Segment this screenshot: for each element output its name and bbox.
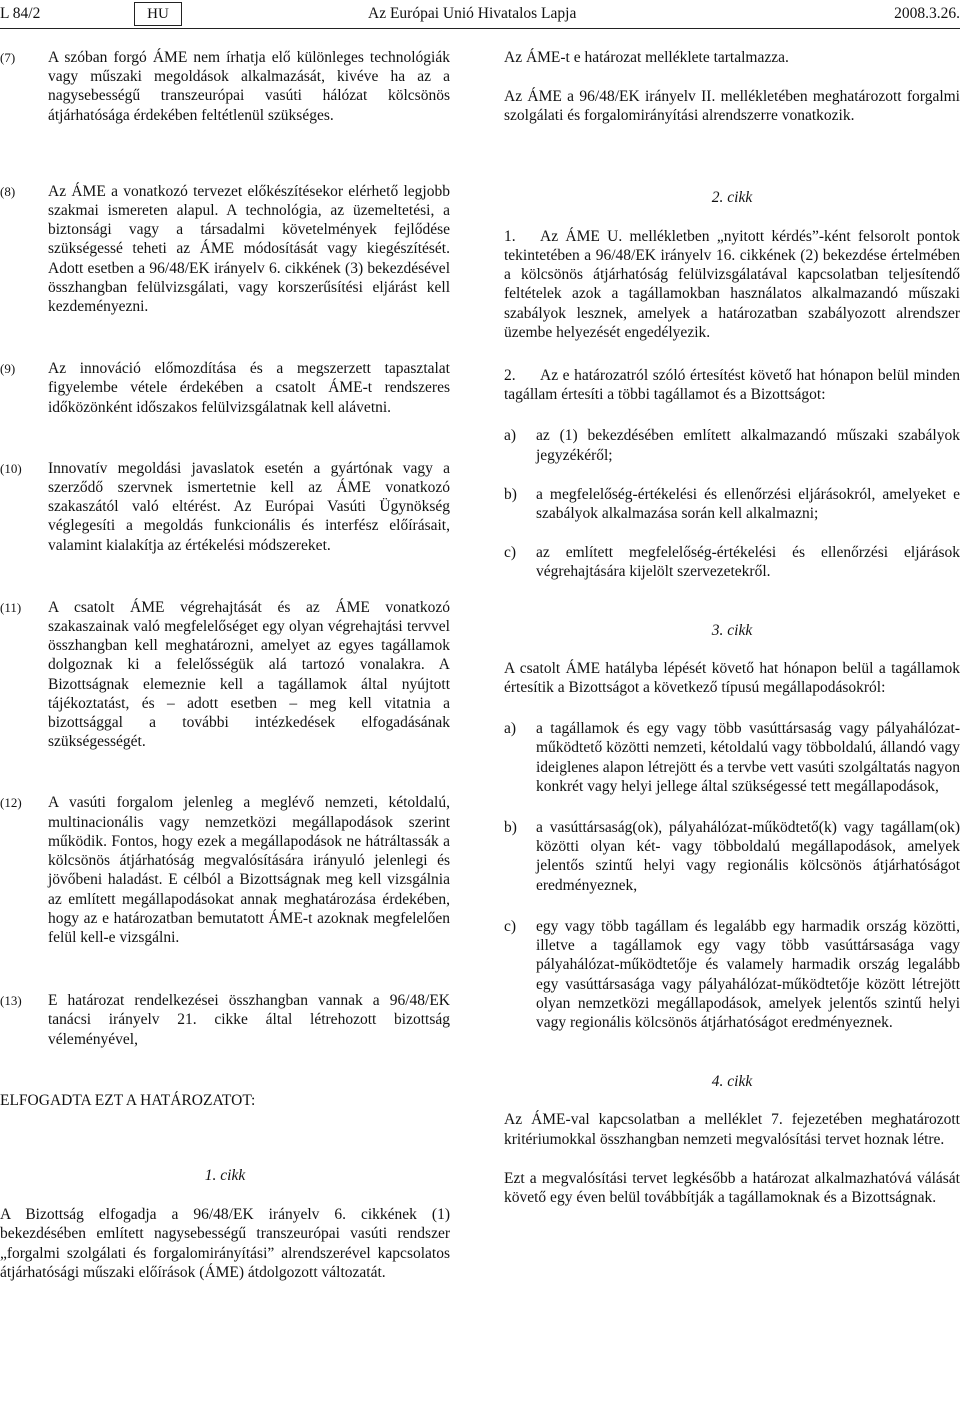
article-1-text: A Bizottság elfogadja a 96/48/EK irányelv 6. cikkének (1) bekezdésében említett nagysebességű transzeurópai vasúti rendszer „forgalmi szolgálati és forgalomirányítási” alrendszerével kapcsolatos átjárhatósági műszaki előírások (ÁME) átdolgozott változatát. xyxy=(0,1206,450,1281)
right-column xyxy=(504,48,960,1207)
item-label: a) xyxy=(504,427,517,445)
article-3-text: A csatolt ÁME hatályba lépését követő hat hónapon belül a tagállamok értesítik a Bizottságot a következő típusú megállapodásokról: xyxy=(504,659,960,697)
article-2-item-c xyxy=(504,543,960,581)
paragraph-text: Az ÁME U. mellékletben „nyitott kérdés”-ként felsorolt pontok tekintetében a 96/48/EK irányelv 16. cikkének (2) bekezdése értelmében a kölcsönös átjárhatóság felülvizsgálatával kapcsolatban teljesítendő feltételek azok a tagállamokban használatos alkalmazandó műszaki szabályok lesznek, amelyek a határozatban szabályozott alrendszer üzembe helyezését engedélyezik. xyxy=(504,227,960,341)
adoption-statement: ELFOGADTA EZT A HATÁROZATOT: xyxy=(0,1091,256,1109)
recital-11 xyxy=(0,598,450,752)
item-text: a tagállamok és egy vagy több vasúttársaság vagy pályahálózat-működtető közötti nemzeti, kétoldalú vagy többoldalú, állandó vagy ideiglenes alapon létrejött és a tervbe vett vasúti szolgáltatás nagyon konkrét vagy helyi jellege által szükségessé tett megállapodások, xyxy=(536,720,960,795)
article-3-item-b xyxy=(504,818,960,895)
recital-number: (10) xyxy=(0,460,22,476)
recital-12 xyxy=(0,793,450,947)
recital-text: Az ÁME a vonatkozó tervezet előkészítésekor elérhető legjobb szakmai ismereten alapul. A technológia, az üzemeltetési, a biztonsági vagy a társadalmi követelmények fejlődése szükségessé teheti az ÁME módosítását vagy kiegészítését. Adott esetben a 96/48/EK irányelv 6. cikkének (3) bekezdésével összhangban felülvizsgálati, vagy korszerűsítési eljárást kell kezdeményezni. xyxy=(48,182,450,316)
article-4-title: 4. cikk xyxy=(711,1073,753,1091)
recital-7 xyxy=(0,48,450,125)
recital-number: (9) xyxy=(0,361,16,377)
article-2-item-b xyxy=(504,485,960,523)
scope-note: Az ÁME a 96/48/EK irányelv II. mellékletében meghatározott forgalmi szolgálati és forgalomirányítási alrendszerre vonatkozik. xyxy=(504,88,960,125)
paragraph-number: 2. xyxy=(504,367,516,385)
article-3-item-c xyxy=(504,917,960,1032)
recital-number: (12) xyxy=(0,795,22,811)
recital-number: (8) xyxy=(0,183,16,199)
recital-text: Innovatív megoldási javaslatok esetén a gyártónak vagy a szerződő szervnek ismertetnie kell az ÁME vonatkozó szakaszától való eltérést. Az Európai Vasúti Ügynökség véglegesíti a megoldás funkcionális és interfész előírásait, valamint kialakítja az értékelési módszereket. xyxy=(48,459,450,554)
page-number: L 84/2 xyxy=(0,5,41,22)
paragraph-number: 1. xyxy=(504,227,516,245)
recital-number: (13) xyxy=(0,993,22,1009)
journal-title: Az Európai Unió Hivatalos Lapja xyxy=(368,5,577,22)
recital-text: A csatolt ÁME végrehajtását és az ÁME vonatkozó szakaszainak való megfelelőséget egy olyan végrehajtási tervvel összhangban kell meghatározni, amelyet az egyes tagállamok dolgoznak ki a felelősségük alá tartozó vonalakra. A Bizottságnak elemeznie kell a tagállamok által nyújtott tájékoztatást, és – adott esetben – meg kell vitatnia a bizottsággal a további intézkedések elfogadásának szükségességét. xyxy=(48,598,450,751)
article-3-title: 3. cikk xyxy=(711,621,753,639)
recital-text: E határozat rendelkezései összhangban vannak a 96/48/EK tanácsi irányelv 21. cikke által létrehozott bizottság véleményével, xyxy=(48,992,450,1048)
paragraph-text: Az e határozatról szóló értesítést követő hat hónapon belül minden tagállam értesíti a többi tagállamot és a Bizottságot: xyxy=(504,367,960,404)
issue-date: 2008.3.26. xyxy=(894,5,960,22)
item-text: a megfelelőség-értékelési és ellenőrzési eljárásokról, amelyeket e szabályok alkalmazása során kell alkalmazni; xyxy=(536,485,960,523)
recital-8 xyxy=(0,182,450,316)
article-4-paragraph-1: Az ÁME-val kapcsolatban a melléklet 7. fejezetében meghatározott kritériumokkal összhangban nemzeti megvalósítási tervet hoznak létre. xyxy=(504,1111,960,1148)
item-label: c) xyxy=(504,544,517,562)
item-text: a vasúttársaság(ok), pályahálózat-működtető(k) vagy tagállam(ok) közötti olyan két- vagy többoldalú megállapodások, amelyek jelentős szintű helyi vagy regionális kölcsönös átjárhatóságot eredményeznek, xyxy=(536,819,960,894)
item-label: b) xyxy=(504,819,517,837)
article-2-title: 2. cikk xyxy=(711,188,753,206)
page-header xyxy=(0,0,960,28)
item-label: a) xyxy=(504,720,517,738)
recital-number: (11) xyxy=(0,599,22,615)
article-2-item-a xyxy=(504,426,960,464)
article-2-paragraph-1 xyxy=(504,227,960,342)
article-4-paragraph-2: Ezt a megvalósítási tervet legkésőbb a határozat alkalmazhatóvá válását követő egy éven belül továbbítják a tagállamoknak és a Bizottságnak. xyxy=(504,1169,960,1206)
article-1-title: 1. cikk xyxy=(204,1166,246,1184)
annex-note: Az ÁME-t e határozat melléklete tartalmazza. xyxy=(504,49,789,66)
recital-13 xyxy=(0,991,450,1049)
header-rule xyxy=(0,28,960,29)
recital-text: Az innováció előmozdítása és a megszerzett tapasztalat figyelembe vétele érdekében a csatolt ÁME-t rendszeres időközönként időszakos felülvizsgálatnak kell alávetni. xyxy=(48,360,450,416)
article-3-item-a xyxy=(504,719,960,796)
article-2-paragraph-2 xyxy=(504,366,960,404)
left-column xyxy=(0,48,450,1282)
item-text: egy vagy több tagállam és legalább egy harmadik ország közötti, illetve a tagállamok egy vagy több vasúttársasága vagy pályahálózat-működtetője és valamely harmadik ország legalább egy vasúttársasága vagy pályahálózat-működtetője között létrejött olyan nemzetközi megállapodások, amelyek jelentős szintű helyi vagy regionális kölcsönös átjárhatóságot eredményeznek. xyxy=(536,917,960,1031)
recital-9 xyxy=(0,359,450,417)
recital-10 xyxy=(0,459,450,555)
recital-number: (7) xyxy=(0,50,16,65)
language-badge: HU xyxy=(134,2,182,26)
recital-text: A szóban forgó ÁME nem írhatja elő különleges technológiák vagy műszaki megoldások alkalmazását, kivéve ha az a nagysebességű transzeurópai vasúti hálózat kölcsönös átjárhatósága érdekében feltétlenül szükséges. xyxy=(48,49,450,124)
item-label: b) xyxy=(504,485,517,503)
item-text: az említett megfelelőség-értékelési és ellenőrzési eljárások végrehajtására kijelölt szervezetekről. xyxy=(536,544,960,581)
item-label: c) xyxy=(504,917,517,935)
recital-text: A vasúti forgalom jelenleg a meglévő nemzeti, kétoldalú, multinacionális vagy nemzetközi megállapodások szerint működik. Fontos, hogy ezek a megállapodások ne hátráltassák a kölcsönös átjárhatóság megvalósítására irányuló jelenlegi és jövőbeni haladást. E célból a Bizottságnak meg kell vizsgálnia az említett megállapodásokat annak meghatározása érdekében, hogy az e határozatban bemutatott ÁME-t azoknak megfelelően felül kell-e vizsgálni. xyxy=(48,794,450,946)
item-text: az (1) bekezdésében említett alkalmazandó műszaki szabályok jegyzékéről; xyxy=(536,427,960,464)
